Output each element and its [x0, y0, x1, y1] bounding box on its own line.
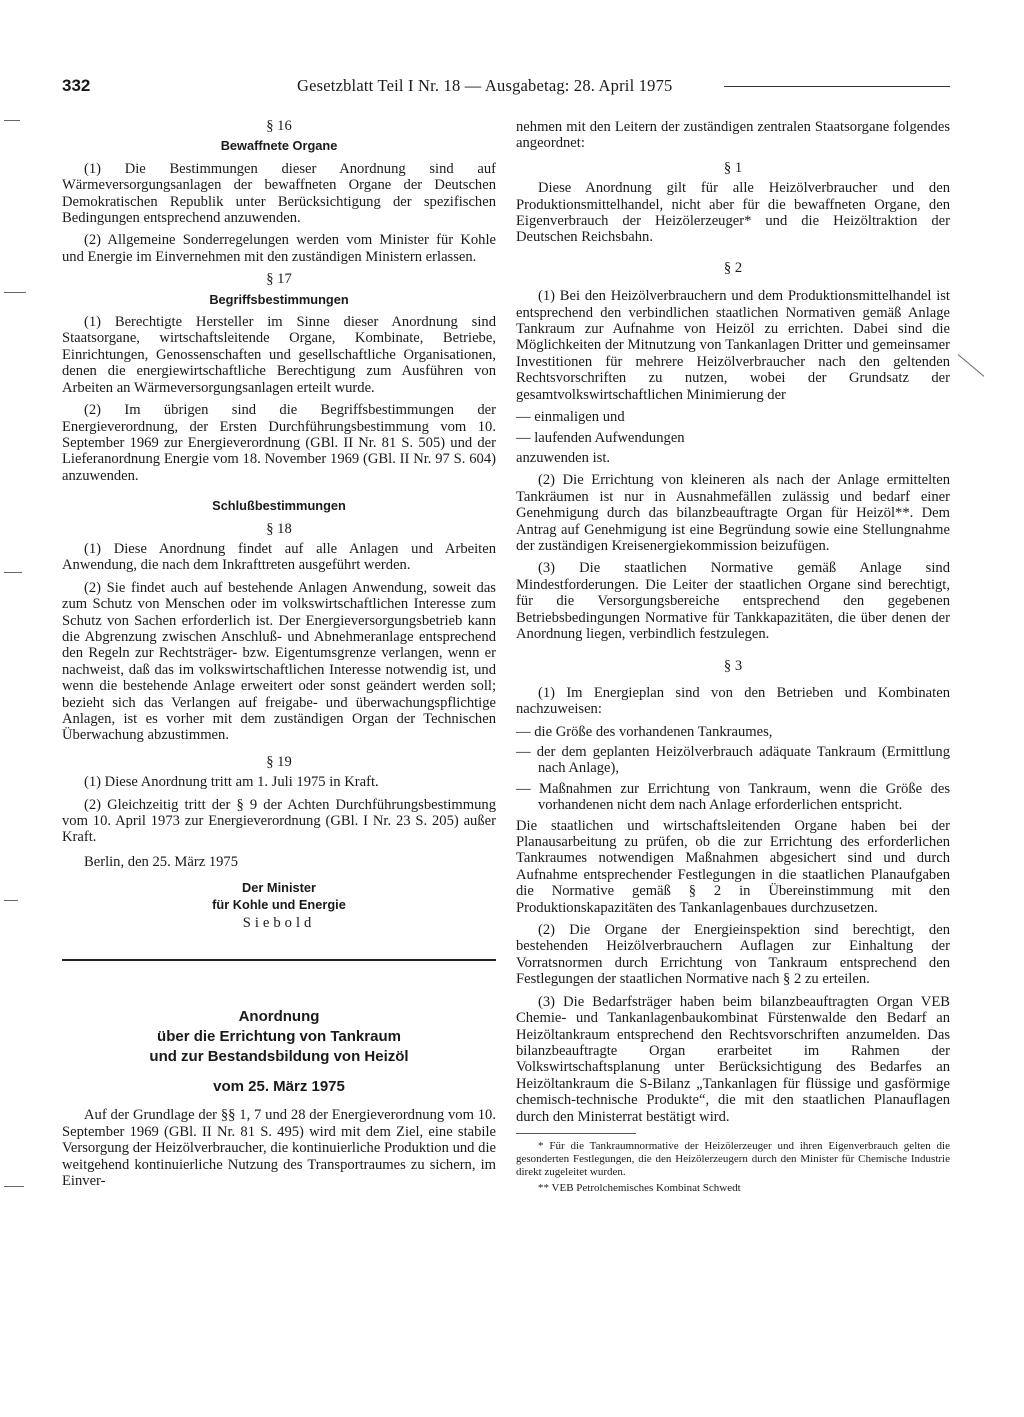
page-number: 332 [62, 76, 91, 95]
section-3-paragraph-2: (2) Die Organe der Energieinspektion sind berechtigt, den bestehenden Heizölverbrauchern Auflagen zur Einhaltung der Vorratsnormen durch Errichtung von Tankraum entsprechend den Festlegungen der staatlichen Normative nach § 2 zu erteilen. [516, 922, 950, 988]
minister-title-line-1: Der Minister [242, 880, 316, 896]
section-3-paragraph-3: (3) Die Bedarfsträger haben beim bilanzbeauftragten Organ VEB Chemie- und Tankanlagenbaukombinat Fürstenwalde den Bedarf an Heizöltankraum entsprechend den Rechtsvorschriften anzumelden. Das bilanzbeauftragte Organ erarbeitet im Rahmen der Volkswirtschaftsplanung unter Berücksichtigung des Bedarfes an Heizöltankraum die S-Bilanz „Tankanlagen für flüssige und gasförmige chemisch-technische Produkte“, die mit den staatlichen Planauflagen durch den Ministerrat bestätigt wird. [516, 993, 950, 1125]
section-3-paragraph-1-end: Die staatlichen und wirtschaftsleitenden Organe haben bei der Planausarbeitung zu prüfen, ob die zur Errichtung des erforderlichen Tankraumes notwendigen Maßnahmen abgesichert sind und durch Aufnahme entsprechender Festlegungen in die staatlichen Planaufgaben die Normative gemäß § 2 in Übereinstimmung mit den Produktionskapazitäten des Tankanlagenbaues durchzusetzen. [516, 817, 950, 916]
section-1-number: § 1 [723, 159, 743, 176]
margin-mark [4, 120, 20, 121]
ordinance-title-line-2: über die Errichtung von Tankraum [157, 1028, 401, 1046]
place-and-date: Berlin, den 25. März 1975 [84, 853, 239, 870]
section-17-title: Begriffsbestimmungen [209, 291, 349, 307]
preamble-continuation: nehmen mit den Leitern der zuständigen zentralen Staatsorgane folgendes angeordnet: [516, 119, 950, 152]
section-3-dash-item-1: — die Größe des vorhandenen Tankraumes, [516, 723, 773, 740]
section-17-paragraph-2: (2) Im übrigen sind die Begriffsbestimmungen der Energieverordnung, der Ersten Durchführungsbestimmung vom 10. September 1969 zur Energieverordnung (GBl. II Nr. 81 S. 505) und der Lieferanordnung Energie vom 18. November 1969 (GBl. II Nr. 97 S. 604) anzuwenden. [62, 402, 496, 484]
right-column [516, 119, 950, 1195]
margin-mark [4, 1186, 24, 1187]
section-18-number: § 18 [266, 520, 292, 537]
section-16-paragraph-1: (1) Die Bestimmungen dieser Anordnung sind auf Wärmeversorgungsanlagen der bewaffneten Organe der Deutschen Demokratischen Republik unter Berücksichtigung der spezifischen Bedingungen entsprechend anzuwenden. [62, 160, 496, 227]
margin-mark [958, 354, 985, 377]
section-19-paragraph-2: (2) Gleichzeitig tritt der § 9 der Achten Durchführungsbestimmung vom 10. April 1973 zur Energieverordnung (GBl. I Nr. 23 S. 205) außer Kraft. [62, 796, 496, 846]
section-1-paragraph: Diese Anordnung gilt für alle Heizölverbraucher und den Produktionsmittelhandel, nicht aber für die bewaffneten Organe, den Eigenverbrauch der Heizölerzeuger* und die Heizöltraktion der Deutschen Reichsbahn. [516, 180, 950, 246]
footnote-rule [516, 1133, 636, 1134]
margin-mark [4, 572, 22, 573]
ordinance-title-line-1: Anordnung [238, 1008, 320, 1026]
section-2-paragraph-3: (3) Die staatlichen Normative gemäß Anlage sind Mindestforderungen. Die Leiter der staatlichen Organe sind berechtigt, für die Versorgungsbereiche entsprechend den gegebenen Betriebsbedingungen Normative für Tankkapazitäten, die über denen der Anordnung liegen, verbindlich festzulegen. [516, 560, 950, 642]
minister-title-line-2: für Kohle und Energie [212, 896, 346, 912]
section-19-paragraph-1: (1) Diese Anordnung tritt am 1. Juli 1975 in Kraft. [84, 774, 379, 791]
section-2-paragraph-1: (1) Bei den Heizölverbrauchern und dem Produktionsmittelhandel ist entsprechend den verbindlichen staatlichen Normativen gemäß Anlage Tankraum zur Aufnahme von Heizöl zu errichten. Dabei sind die Möglichkeiten der Mitnutzung von Tankanlagen Dritter und gemeinsamer Investitionen für mehrere Heizölverbraucher nach den geltenden Rechtsvorschriften zu nutzen, wobei der Grundsatz der gesamtvolkswirtschaftlichen Minimierung der [516, 288, 950, 403]
section-16-title: Bewaffnete Organe [220, 138, 338, 154]
section-17-paragraph-1: (1) Berechtigte Hersteller im Sinne dieser Anordnung sind Staatsorgane, wirtschaftsleitende Organe, Kombinate, Betriebe, Einrichtungen, Genossenschaften und gesellschaftliche Organisationen, denen die energiewirtschaftliche Berechtigung zum Ausführen von Arbeiten an Wärmeversorgungsanlagen erteilt wurde. [62, 314, 496, 396]
page-header [62, 76, 950, 100]
ordinance-preamble: Auf der Grundlage der §§ 1, 7 und 28 der Energieverordnung vom 10. September 1969 (GBl. II Nr. 81 S. 495) wird mit dem Ziel, eine stabile Versorgung der Heizölverbraucher, die kontinuierliche Produktion und die weitgehend kontinuierliche Nutzung des Transportraumes zu sichern, im Einver- [62, 1107, 496, 1190]
section-19-number: § 19 [266, 753, 292, 770]
section-2-dash-item-2: — laufenden Aufwendungen [516, 429, 685, 446]
section-2-number: § 2 [723, 259, 743, 276]
footnote-2: ** VEB Petrolchemisches Kombinat Schwedt [538, 1181, 741, 1194]
ordinance-title-line-3: und zur Bestandsbildung von Heizöl [149, 1048, 409, 1066]
minister-signature-name: Siebold [242, 915, 316, 932]
header-rule [724, 86, 950, 87]
left-column [62, 118, 496, 1190]
journal-title: Gesetzblatt Teil I Nr. 18 — Ausgabetag: 28. April 1975 [297, 76, 673, 95]
section-3-dash-item-3: — Maßnahmen zur Errichtung von Tankraum, wenn die Größe des vorhandenen nicht dem nach Anlage erforderlichen entspricht. [516, 780, 950, 814]
margin-mark [4, 292, 26, 293]
section-3-dash-item-2: — der dem geplanten Heizölverbrauch adäquate Tankraum (Ermittlung nach Anlage), [516, 744, 950, 777]
section-3-paragraph-1: (1) Im Energieplan sind von den Betrieben und Kombinaten nachzuweisen: [516, 684, 950, 718]
final-provisions-heading: Schlußbestimmungen [212, 498, 346, 514]
section-3-number: § 3 [723, 658, 743, 675]
margin-mark [4, 900, 18, 901]
section-17-number: § 17 [266, 271, 292, 288]
section-16-number: § 16 [266, 118, 292, 134]
section-2-dash-item-1: — einmaligen und [516, 409, 625, 426]
section-18-paragraph-2: (2) Sie findet auch auf bestehende Anlagen Anwendung, soweit das zum Schutz von Menschen oder im volkswirtschaftlichen Interesse zum Schutz von Sachen erforderlich ist. Der Energieversorgungsbetrieb kann die Abgrenzung zwischen Anschluß- und Abnehmeranlage entsprechend den Regeln zur Rechtsträger- bzw. Eigentumsgrenze verlangen, wenn er nachweist, daß das im volkswirtschaftlichen Interesse notwendig ist, und wenn die bestehende Anlage erweitert oder sonst geändert werden soll; bezieht sich das Verlangen auf freigabe- und überwachungspflichtige Anlagen, ist es vorher mit dem zuständigen Organ der Technischen Überwachung abzustimmen. [62, 579, 496, 744]
section-2-paragraph-1-end: anzuwenden ist. [516, 449, 611, 466]
footnote-1: * Für die Tankraumnormative der Heizölerzeuger und ihren Eigenverbrauch gelten die gesonderten Festlegungen, die den Heizölerzeugern durch den Minister für Chemische Industrie direkt zugeleitet wurden. [516, 1139, 950, 1178]
ordinance-date: vom 25. März 1975 [213, 1078, 345, 1096]
section-16-paragraph-2: (2) Allgemeine Sonderregelungen werden vom Minister für Kohle und Energie im Einvernehmen mit den zuständigen Ministern erlassen. [62, 232, 496, 265]
section-18-paragraph-1: (1) Diese Anordnung findet auf alle Anlagen und Arbeiten Anwendung, die nach dem Inkrafttreten ausgeführt werden. [62, 540, 496, 574]
section-2-paragraph-2: (2) Die Errichtung von kleineren als nach der Anlage ermittelten Tankräumen ist nur in Ausnahmefällen zulässig und bedarf einer Genehmigung durch das bilanzbeauftragte Organ für Heizöl**. Dem Antrag auf Genehmigung ist eine Begründung sowie eine Stellungnahme der zuständigen Kreisenergiekommission beizufügen. [516, 472, 950, 554]
document-separator-rule [62, 959, 496, 961]
